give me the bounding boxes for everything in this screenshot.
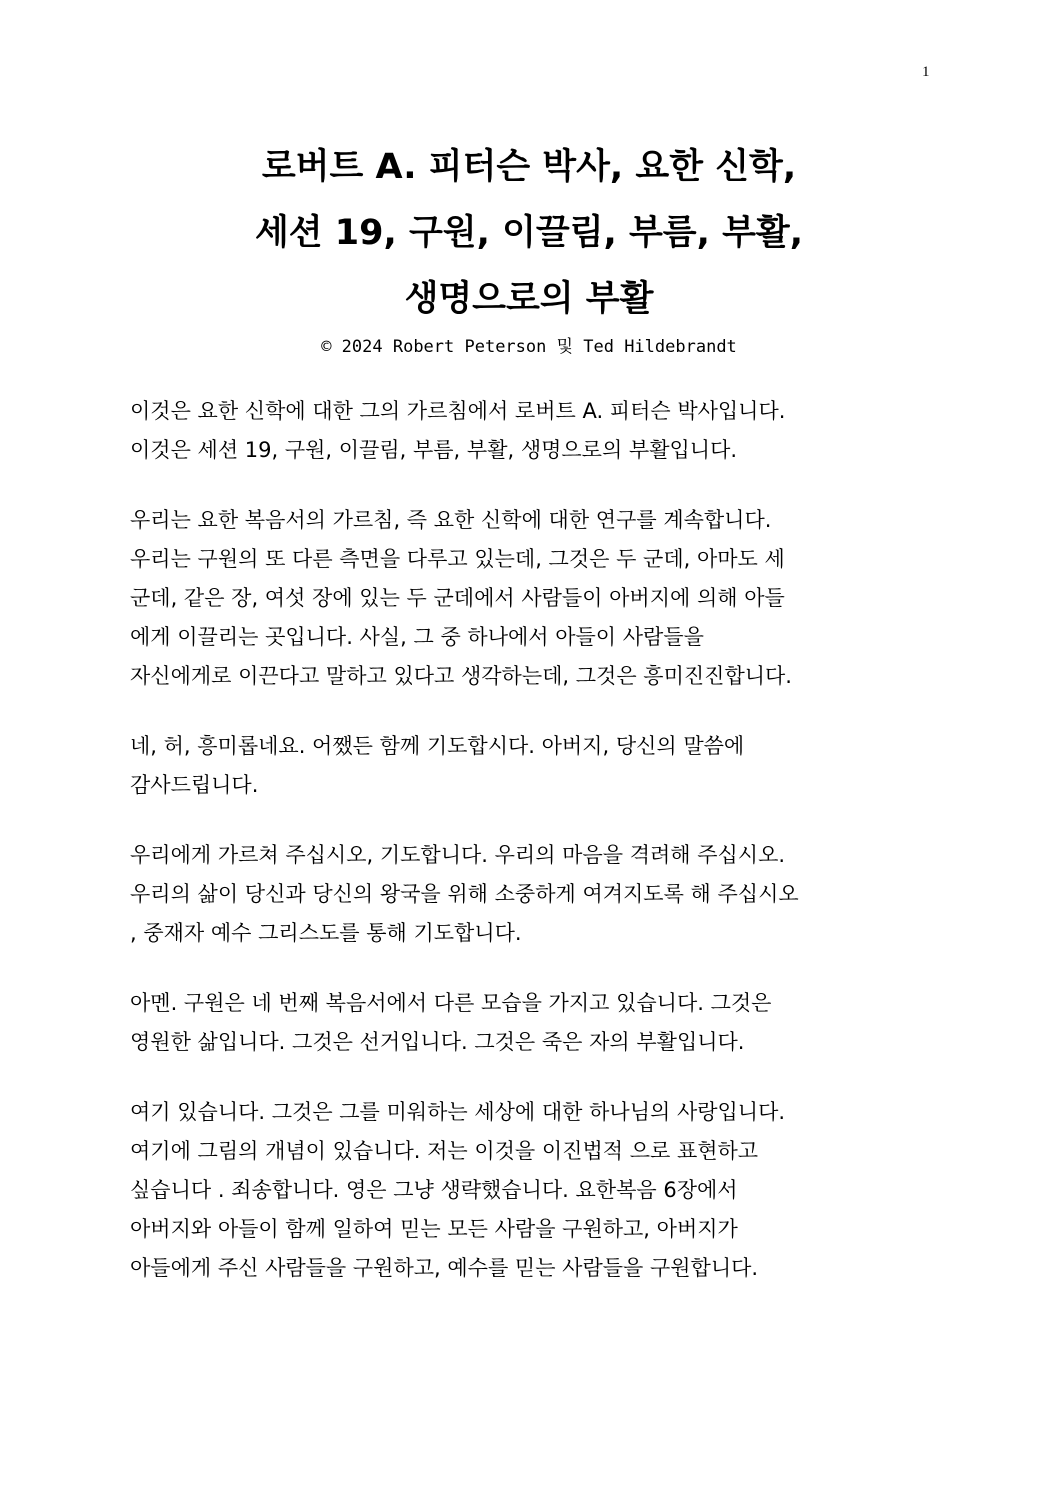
- paragraph: [130, 836, 930, 953]
- paragraph: [130, 984, 930, 1062]
- paragraph-line: 네, 허, 흥미롭네요. 어쨌든 함께 기도합시다. 아버지, 당신의 말씀에: [130, 734, 745, 758]
- paragraph-line: 영원한 삶입니다. 그것은 선거입니다. 그것은 죽은 자의 부활입니다.: [130, 1030, 745, 1054]
- paragraph-line: 우리의 삶이 당신과 당신의 왕국을 위해 소중하게 여겨지도록 해 주십시오: [130, 882, 799, 906]
- paragraph: [130, 1093, 930, 1288]
- paragraph-line: 우리에게 가르쳐 주십시오, 기도합니다. 우리의 마음을 격려해 주십시오.: [130, 843, 786, 867]
- document-title: [0, 134, 1058, 332]
- title-line: 생명으로의 부활: [404, 279, 654, 319]
- paragraph-line: 여기 있습니다. 그것은 그를 미워하는 세상에 대한 하나님의 사랑입니다.: [130, 1100, 786, 1124]
- paragraph: [130, 392, 930, 470]
- paragraph-line: 자신에게로 이끈다고 말하고 있다고 생각하는데, 그것은 흥미진진합니다.: [130, 664, 792, 688]
- paragraph: [130, 727, 930, 805]
- paragraph: [130, 501, 930, 696]
- paragraph-line: 싶습니다 . 죄송합니다. 영은 그냥 생략했습니다. 요한복음 6장에서: [130, 1178, 738, 1202]
- document-body: [130, 392, 930, 1319]
- paragraph-line: 우리는 구원의 또 다른 측면을 다루고 있는데, 그것은 두 군데, 아마도 세: [130, 547, 785, 571]
- paragraph-line: 이것은 요한 신학에 대한 그의 가르침에서 로버트 A. 피터슨 박사입니다.: [130, 399, 786, 423]
- copyright: © 2024 Robert Peterson 및 Ted Hildebrandt: [321, 337, 737, 357]
- page-number: 1: [922, 64, 930, 80]
- paragraph-line: 아버지와 아들이 함께 일하여 믿는 모든 사람을 구원하고, 아버지가: [130, 1217, 738, 1241]
- title-line: 로버트 A. 피터슨 박사, 요한 신학,: [261, 147, 797, 187]
- paragraph-line: 에게 이끌리는 곳입니다. 사실, 그 중 하나에서 아들이 사람들을: [130, 625, 704, 649]
- title-line: 세션 19, 구원, 이끌림, 부름, 부활,: [254, 213, 804, 253]
- paragraph-line: 아멘. 구원은 네 번째 복음서에서 다른 모습을 가지고 있습니다. 그것은: [130, 991, 772, 1015]
- paragraph-line: 아들에게 주신 사람들을 구원하고, 예수를 믿는 사람들을 구원합니다.: [130, 1256, 759, 1280]
- paragraph-line: 우리는 요한 복음서의 가르침, 즉 요한 신학에 대한 연구를 계속합니다.: [130, 508, 772, 532]
- paragraph-line: 이것은 세션 19, 구원, 이끌림, 부름, 부활, 생명으로의 부활입니다.: [130, 438, 738, 462]
- paragraph-line: 감사드립니다.: [130, 773, 259, 797]
- paragraph-line: , 중재자 예수 그리스도를 통해 기도합니다.: [130, 921, 522, 945]
- paragraph-line: 여기에 그림의 개념이 있습니다. 저는 이것을 이진법적 으로 표현하고: [130, 1139, 759, 1163]
- paragraph-line: 군데, 같은 장, 여섯 장에 있는 두 군데에서 사람들이 아버지에 의해 아들: [130, 586, 785, 610]
